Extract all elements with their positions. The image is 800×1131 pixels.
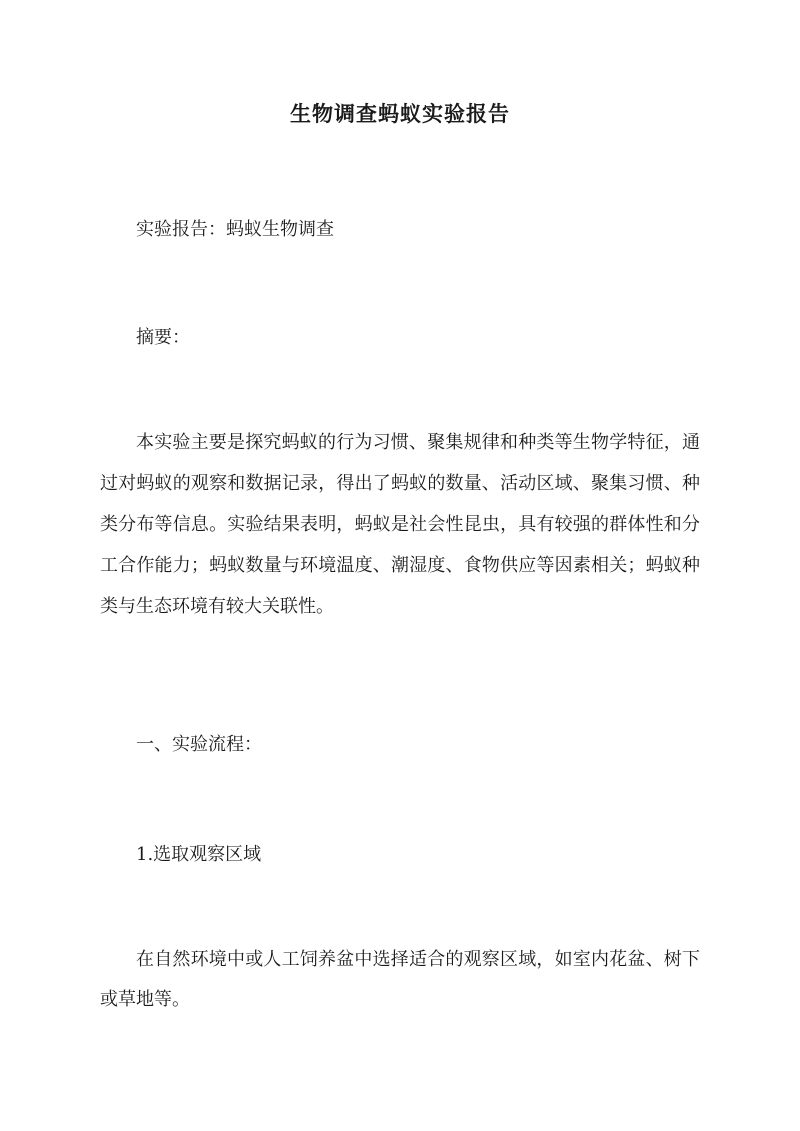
report-subtitle: 实验报告：蚂蚁生物调查 bbox=[136, 219, 334, 240]
step-paragraph-select-area: 在自然环境中或人工饲养盆中选择适合的观察区域，如室内花盆、树下或草地等。 bbox=[100, 949, 700, 1010]
step-heading-select-area: 1.选取观察区域 bbox=[136, 844, 262, 865]
abstract-paragraph: 本实验主要是探究蚂蚁的行为习惯、聚集规律和种类等生物学特征，通过对蚂蚁的观察和数据记录，得出了蚂蚁的数量、活动区域、聚集习惯、种类分布等信息。实验结果表明，蚂蚁是社会性昆虫，具有较强的群体性和分工合作能力；蚂蚁数量与环境温度、潮湿度、食物供应等因素相关；蚂蚁种类与生态环境有较大关联性。 bbox=[100, 432, 700, 617]
abstract-label: 摘要： bbox=[136, 327, 190, 348]
document-title: 生物调查蚂蚁实验报告 bbox=[290, 101, 510, 126]
section-heading-procedure: 一、实验流程： bbox=[136, 734, 262, 755]
